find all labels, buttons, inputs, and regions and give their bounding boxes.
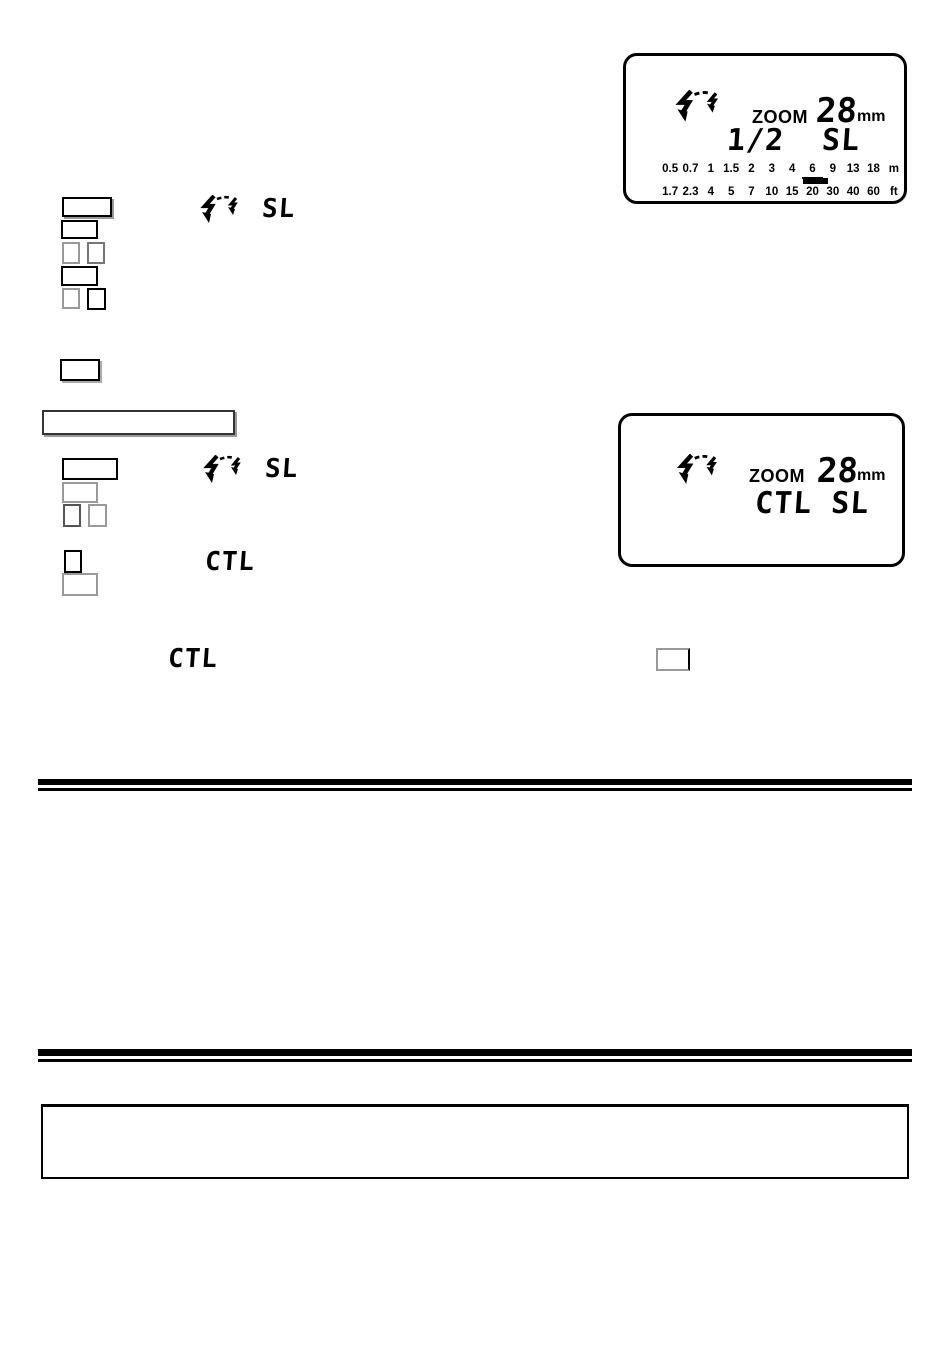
button-frame xyxy=(62,458,118,480)
zoom-unit: mm xyxy=(857,108,886,125)
scale-ft-value: 60 xyxy=(867,186,880,198)
distance-indicator-bar xyxy=(803,178,828,184)
button-frame xyxy=(88,504,107,527)
scale-ft-value: 1.7 xyxy=(662,186,679,198)
section-label-box xyxy=(42,410,235,435)
distance-scale-meters xyxy=(660,162,904,177)
button-frame xyxy=(87,242,105,264)
zoom-value: 28 xyxy=(815,451,860,491)
button-frame xyxy=(656,648,690,671)
wireless-remote-flash-icon xyxy=(673,454,725,486)
scale-m-value: 9 xyxy=(829,163,837,175)
scale-m-value: 1 xyxy=(707,163,715,175)
button-frame xyxy=(60,359,100,381)
lcd-display-panel-2 xyxy=(618,413,905,567)
button-frame xyxy=(62,573,98,596)
scale-ft-value: 10 xyxy=(765,186,779,198)
output-level-value: 1/2 xyxy=(725,123,786,158)
slave-mode-text: SL xyxy=(260,194,297,224)
scale-m-value: 18 xyxy=(867,163,880,175)
scale-m-value: 2 xyxy=(748,163,755,175)
zoom-unit: mm xyxy=(857,467,886,484)
ctl-mode-text: CTL xyxy=(166,644,220,674)
scale-ft-value: 5 xyxy=(727,186,735,198)
ctl-slave-mode-indicator: CTL SL xyxy=(753,486,871,521)
button-frame xyxy=(64,550,82,573)
scale-m-value: 4 xyxy=(788,163,796,175)
wireless-remote-flash-icon xyxy=(672,90,726,124)
scale-ft-value: 7 xyxy=(748,186,755,198)
scale-m-value: 3 xyxy=(768,163,776,175)
scale-m-value: 1.5 xyxy=(723,163,740,175)
wireless-remote-flash-icon xyxy=(200,455,248,485)
scale-ft-value: 4 xyxy=(707,186,715,198)
slave-mode-text: SL xyxy=(263,454,300,484)
scale-m-unit: m xyxy=(888,163,899,175)
wireless-remote-flash-icon xyxy=(197,195,245,225)
zoom-label: ZOOM xyxy=(752,107,808,127)
lcd-display-panel-1 xyxy=(623,53,907,204)
scale-m-value: 0.5 xyxy=(662,163,679,175)
section-divider-thick xyxy=(38,779,912,785)
zoom-label: ZOOM xyxy=(749,466,805,486)
slave-mode-indicator: SL xyxy=(820,123,862,158)
button-frame xyxy=(62,242,80,264)
scale-ft-value: 40 xyxy=(846,186,860,198)
button-frame xyxy=(61,220,98,239)
scale-m-value: 0.7 xyxy=(682,163,699,175)
button-frame xyxy=(87,288,106,310)
button-frame xyxy=(62,482,98,503)
section-divider-thin xyxy=(38,788,912,791)
scale-ft-unit: ft xyxy=(889,186,898,198)
scale-ft-value: 30 xyxy=(826,186,840,198)
distance-scale-feet xyxy=(660,185,904,200)
button-frame xyxy=(63,504,81,527)
scale-ft-value-marked: 20 xyxy=(806,186,819,198)
ctl-mode-text: CTL xyxy=(203,547,257,577)
scale-m-value: 13 xyxy=(846,163,860,175)
button-frame xyxy=(62,197,112,217)
scale-ft-value: 2.3 xyxy=(682,186,699,198)
button-frame xyxy=(62,288,80,309)
note-box xyxy=(41,1104,909,1179)
scale-ft-value: 15 xyxy=(785,186,799,198)
scale-m-value-marked: 6 xyxy=(802,162,822,179)
section-divider-thick xyxy=(38,1049,912,1056)
zoom-value: 28 xyxy=(814,91,859,131)
section-divider-thin xyxy=(38,1059,912,1062)
button-frame xyxy=(61,266,98,286)
